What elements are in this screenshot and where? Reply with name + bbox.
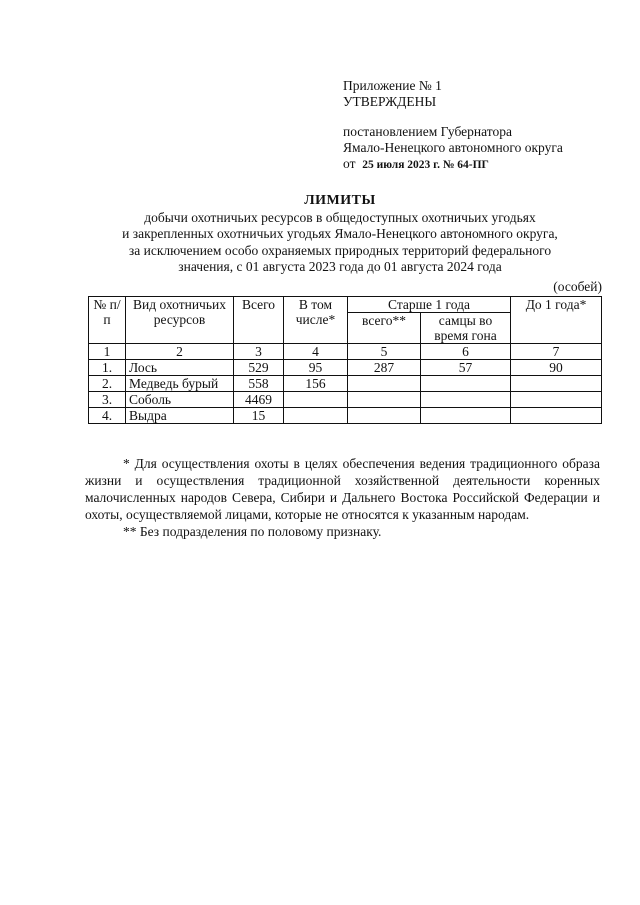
row-under — [511, 376, 602, 392]
header-kind: Вид охотничьих ресурсов — [126, 297, 234, 344]
col-number: 1 — [89, 344, 126, 360]
limits-table — [88, 296, 602, 424]
document-title — [60, 193, 620, 276]
row-older-all: 287 — [348, 360, 421, 376]
resolution-label: постановлением Губернатора — [343, 124, 512, 139]
table-row — [89, 408, 602, 424]
table-header-row — [89, 297, 602, 313]
title-line-2: и закрепленных охотничьих угодьях Ямало-Ненецкого автономного округа, — [122, 226, 558, 241]
title-main: ЛИМИТЫ — [304, 193, 376, 208]
row-kind: Лось — [126, 360, 234, 376]
title-line-1: добычи охотничьих ресурсов в общедоступных охотничьих угодьях — [144, 209, 536, 225]
row-included — [284, 392, 348, 408]
row-total: 4469 — [234, 392, 284, 408]
col-number: 2 — [126, 344, 234, 360]
header-included: В том числе* — [284, 297, 348, 344]
col-number: 7 — [511, 344, 602, 360]
date-prefix: от — [343, 156, 356, 171]
governor-region: Ямало-Ненецкого автономного округа — [343, 140, 563, 155]
table-row — [89, 360, 602, 376]
header-older: Старше 1 года — [348, 297, 511, 313]
unit-label: (особей) — [553, 279, 602, 294]
row-kind: Медведь бурый — [126, 376, 234, 392]
title-line-4: значения, с 01 августа 2023 года до 01 августа 2024 года — [178, 259, 502, 274]
row-kind: Соболь — [126, 392, 234, 408]
row-included: 156 — [284, 376, 348, 392]
row-under: 90 — [511, 360, 602, 376]
row-included — [284, 408, 348, 424]
title-line-3: за исключением особо охраняемых природных территорий федерального — [128, 242, 552, 258]
header-total: Всего — [234, 297, 284, 344]
footnote-2: ** Без подразделения по половому признаку. — [123, 524, 382, 539]
annex-block — [343, 78, 563, 173]
row-older-males: 57 — [421, 360, 511, 376]
row-under — [511, 392, 602, 408]
row-included: 95 — [284, 360, 348, 376]
col-number: 4 — [284, 344, 348, 360]
col-number: 3 — [234, 344, 284, 360]
row-older-males — [421, 376, 511, 392]
approved-label: УТВЕРЖДЕНЫ — [343, 94, 437, 109]
column-numbers-row — [89, 344, 602, 360]
row-total: 529 — [234, 360, 284, 376]
row-older-all — [348, 392, 421, 408]
row-num: 1. — [89, 360, 126, 376]
table-row — [89, 392, 602, 408]
row-total: 558 — [234, 376, 284, 392]
header-under: До 1 года* — [511, 297, 602, 344]
row-older-males — [421, 408, 511, 424]
annex-number: Приложение № 1 — [343, 78, 442, 93]
col-number: 5 — [348, 344, 421, 360]
header-older-all: всего** — [348, 313, 421, 344]
row-num: 4. — [89, 408, 126, 424]
row-total: 15 — [234, 408, 284, 424]
row-older-all — [348, 376, 421, 392]
row-num: 2. — [89, 376, 126, 392]
row-older-all — [348, 408, 421, 424]
header-num: № п/п — [89, 297, 126, 344]
footnotes — [85, 455, 600, 540]
col-number: 6 — [421, 344, 511, 360]
resolution-date: 25 июля 2023 г. № 64-ПГ — [362, 159, 489, 171]
row-older-males — [421, 392, 511, 408]
row-num: 3. — [89, 392, 126, 408]
row-kind: Выдра — [126, 408, 234, 424]
header-older-males: самцы во время гона — [421, 313, 511, 344]
table-row — [89, 376, 602, 392]
row-under — [511, 408, 602, 424]
footnote-1: * Для осуществления охоты в целях обеспечения ведения традиционного образа жизни и осуществления традиционной хозяйственной деятельности коренных малочисленных народов Севера, Сибири и Дальнего Востока Российской Федерации и охоты, осуществляемой лицами, которые не относятся к указанным народам. — [85, 456, 600, 522]
resolution-date-line — [343, 156, 563, 173]
